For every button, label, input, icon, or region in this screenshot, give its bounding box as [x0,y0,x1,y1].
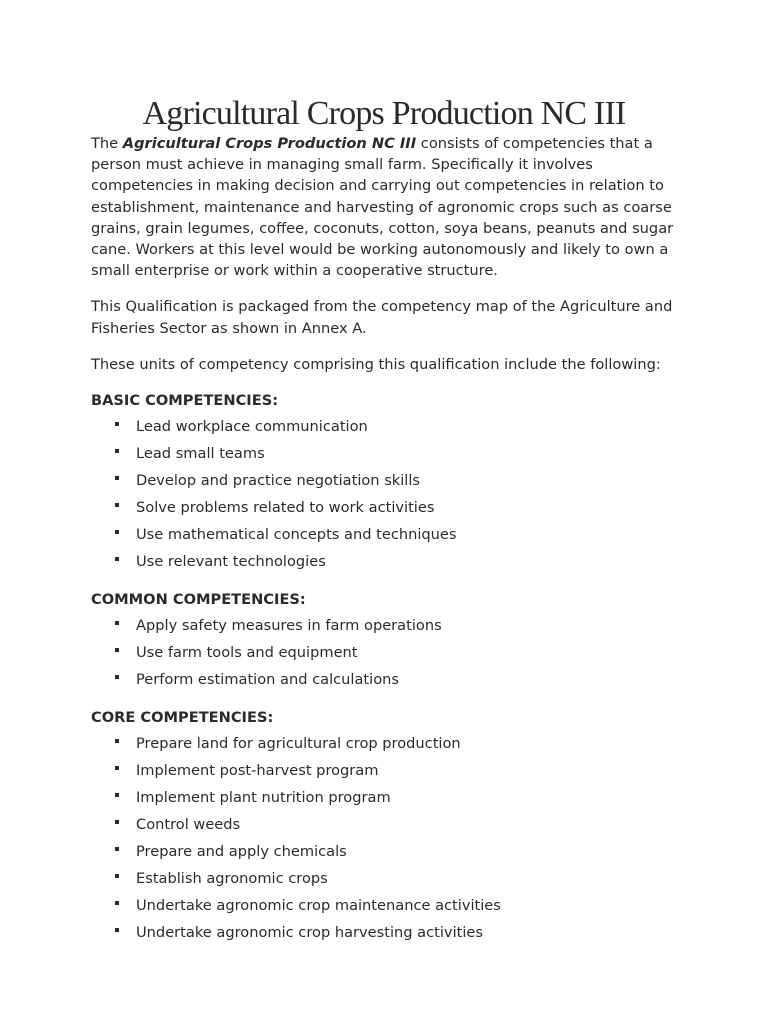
intro-paragraph [91,133,691,281]
list-item [115,467,691,494]
list-item-text: Use mathematical concepts and techniques [136,526,457,544]
list-item [115,639,691,666]
list-item [115,757,691,784]
units-paragraph: These units of competency comprising this qualification include the following: [91,355,661,373]
square-bullet-icon [115,847,119,851]
list-item [115,440,691,467]
list-item [115,521,691,548]
list-item-text: Establish agronomic crops [136,870,328,888]
square-bullet-icon [115,476,119,480]
intro-qualification-name: Agricultural Crops Production NC III [122,135,417,152]
square-bullet-icon [115,449,119,453]
intro-rest: consists of competencies that a person must achieve in managing small farm. Specifically it involves competencies in making decision and carrying out competencies in relation to establishment, maintenance and harvesting of agronomic crops such as coarse grains, grain legumes, coffee, coconuts, cotton, soya beans, peanuts and sugar cane. Workers at this level would be working autonomously and likely to own a small enterprise or work within a cooperative structure. [91,135,674,280]
core-competencies-list [91,730,691,946]
square-bullet-icon [115,675,119,679]
list-item-text: Control weeds [136,816,241,834]
list-item-text: Lead workplace communication [136,418,368,436]
list-item-text: Undertake agronomic crop maintenance activities [136,897,501,915]
list-item-text: Implement post-harvest program [136,762,379,780]
square-bullet-icon [115,766,119,770]
list-item-text: Perform estimation and calculations [136,671,399,689]
list-item-text: Implement plant nutrition program [136,789,391,807]
annex-paragraph: This Qualification is packaged from the competency map of the Agriculture and Fisheries Sector as shown in Annex A. [91,298,673,337]
list-item-text: Develop and practice negotiation skills [136,472,421,490]
list-item [115,919,691,946]
list-item-text: Use farm tools and equipment [136,644,358,662]
square-bullet-icon [115,874,119,878]
square-bullet-icon [115,530,119,534]
list-item [115,811,691,838]
list-item [115,838,691,865]
list-item-text: Apply safety measures in farm operations [136,617,442,635]
list-item [115,612,691,639]
document-body [91,133,691,960]
list-item-text: Prepare land for agricultural crop production [136,735,461,753]
basic-competencies-list [91,413,691,575]
square-bullet-icon [115,739,119,743]
list-item-text: Solve problems related to work activities [136,499,435,517]
common-competencies-heading: COMMON COMPETENCIES: [91,591,306,609]
intro-lead: The [91,135,123,152]
page-title: Agricultural Crops Production NC III [142,95,626,132]
list-item [115,865,691,892]
list-item [115,730,691,757]
square-bullet-icon [115,793,119,797]
list-item-text: Undertake agronomic crop harvesting activities [136,924,483,942]
list-item [115,494,691,521]
list-item-text: Prepare and apply chemicals [136,843,347,861]
list-item [115,413,691,440]
square-bullet-icon [115,503,119,507]
common-competencies-list [91,612,691,693]
square-bullet-icon [115,928,119,932]
square-bullet-icon [115,648,119,652]
list-item-text: Lead small teams [136,445,265,463]
square-bullet-icon [115,557,119,561]
basic-competencies-heading: BASIC COMPETENCIES: [91,392,279,410]
square-bullet-icon [115,820,119,824]
list-item-text: Use relevant technologies [136,553,326,571]
square-bullet-icon [115,422,119,426]
list-item [115,892,691,919]
square-bullet-icon [115,621,119,625]
list-item [115,784,691,811]
square-bullet-icon [115,901,119,905]
core-competencies-heading: CORE COMPETENCIES: [91,709,274,727]
list-item [115,666,691,693]
list-item [115,548,691,575]
